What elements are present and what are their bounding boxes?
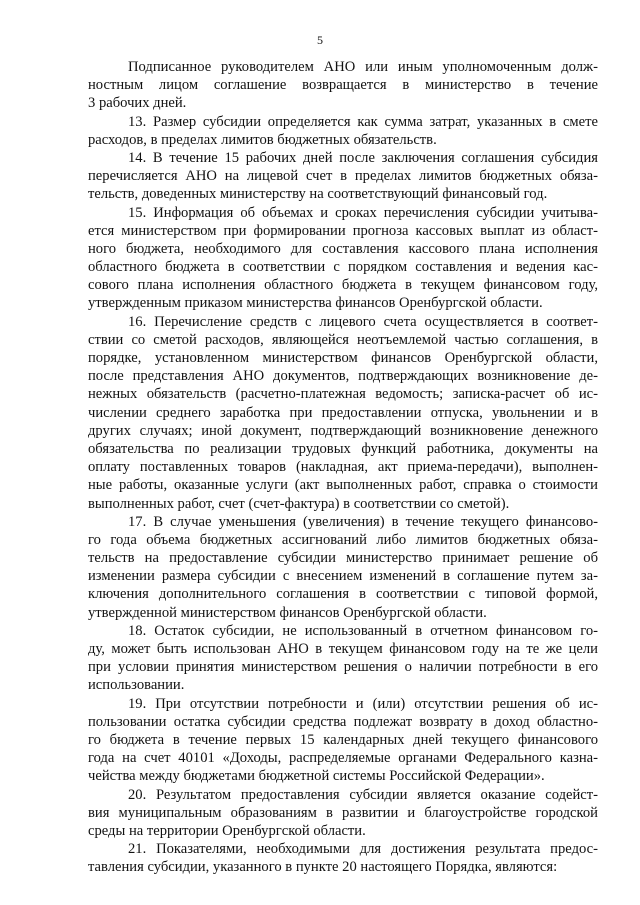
text-line: тавления субсидии, указанного в пункте 20 настоящего Порядка, являются:: [88, 859, 558, 876]
text-line: года на счет 40101 «Доходы, распределяемые органами Федерального казна-: [88, 750, 598, 767]
text-line: чейства между бюджетами бюджетной системы Российской Федерации».: [88, 768, 545, 785]
body-text: [88, 58, 598, 876]
text-line: 14. В течение 15 рабочих дней после заключения соглашения субсидия: [128, 149, 598, 166]
text-line: обязательства по реализации трудовых функций работника, документы на: [88, 440, 598, 457]
text-line: тельств, доведенных министерству на соответствующий финансовый год.: [88, 186, 548, 203]
text-line: ствии со сметой расходов, являющейся неотъемлемой частью соглашения, в: [88, 331, 598, 348]
text-line: среды на территории Оренбургской области.: [88, 822, 366, 839]
text-line: ду, может быть использован АНО в текущем финансовом году на те же цели: [88, 641, 598, 657]
text-line: го года объема бюджетных ассигнований либо лимитов бюджетных обяза-: [88, 531, 598, 548]
text-line: тельств на предоставление субсидии министерство принимает решение об: [88, 550, 598, 567]
text-line: расходов, в пределах лимитов бюджетных обязательств.: [88, 131, 437, 148]
text-line: перечисляется АНО на лицевой счет в пределах лимитов бюджетных обяза-: [88, 168, 598, 185]
text-line: ключения дополнительного соглашения в соответствии с типовой формой,: [88, 586, 598, 603]
text-line: 13. Размер субсидии определяется как сумма затрат, указанных в смете: [128, 113, 598, 130]
text-line: го бюджета в течение первых 15 календарных дней текущего финансового: [88, 731, 598, 748]
text-line: после представления АНО документов, подтверждающих возникновение де-: [88, 368, 598, 385]
text-line: порядке, установленном министерством финансов Оренбургской области,: [88, 350, 598, 366]
text-line: 19. При отсутствии потребности и (или) отсутствии решения об ис-: [128, 695, 598, 712]
text-line: ется министерством при формировании прогноза кассовых выплат из област-: [88, 222, 598, 239]
text-line: ного бюджета, необходимого для составления кассового плана исполнения: [88, 240, 598, 257]
text-line: 15. Информация об объемах и сроках перечисления субсидии учитыва-: [128, 204, 598, 221]
text-line: выполненных работ, счет (счет-фактура) в соответствии со сметой).: [88, 495, 510, 512]
text-line: оплату поставленных товаров (накладная, акт приема-передачи), выполнен-: [88, 459, 598, 476]
text-line: утвержденной министерством финансов Оренбургской области.: [88, 604, 487, 621]
text-line: 16. Перечисление средств с лицевого счета осуществляется в соответ-: [128, 313, 598, 330]
text-line: ные работы, оказанные услуги (акт выполненных работ, справка о стоимости: [88, 477, 598, 494]
text-line: областного бюджета в соответствии с порядком составления и ведения кас-: [88, 259, 598, 276]
text-line: использовании.: [88, 677, 185, 694]
page-number: 5: [317, 33, 323, 47]
text-line: Подписанное руководителем АНО или иным уполномоченным долж-: [128, 59, 598, 75]
text-line: 17. В случае уменьшения (увеличения) в течение текущего финансово-: [128, 513, 598, 530]
text-line: изменении размера субсидии с внесением изменений в соглашение путем за-: [88, 568, 598, 585]
text-line: 20. Результатом предоставления субсидии является оказание содейст-: [128, 786, 598, 803]
text-line: пользовании остатка субсидии средства подлежат возврату в доход областно-: [88, 713, 598, 730]
text-line: других случаях; иной документ, подтверждающий возникновение денежного: [88, 422, 598, 439]
text-line: при условии принятия министерством решения о наличии потребности в его: [88, 659, 598, 676]
text-line: 21. Показателями, необходимыми для достижения результата предос-: [128, 841, 598, 858]
text-line: ностным лицом соглашение возвращается в министерство в течение: [88, 77, 598, 94]
text-line: 3 рабочих дней.: [88, 95, 187, 112]
text-line: числении среднего заработка при предоставлении отпуска, увольнении и в: [88, 404, 598, 421]
text-line: сового плана исполнения областного бюджета в текущем финансовом году,: [88, 277, 598, 294]
text-line: 18. Остаток субсидии, не использованный в отчетном финансовом го-: [128, 622, 598, 639]
text-line: нежных обязательств (расчетно-платежная ведомость; записка-расчет об ис-: [88, 386, 598, 403]
text-line: утвержденным приказом министерства финансов Оренбургской области.: [88, 295, 543, 312]
text-line: вия муниципальным образованиям в развитии и благоустройстве городской: [88, 804, 598, 821]
